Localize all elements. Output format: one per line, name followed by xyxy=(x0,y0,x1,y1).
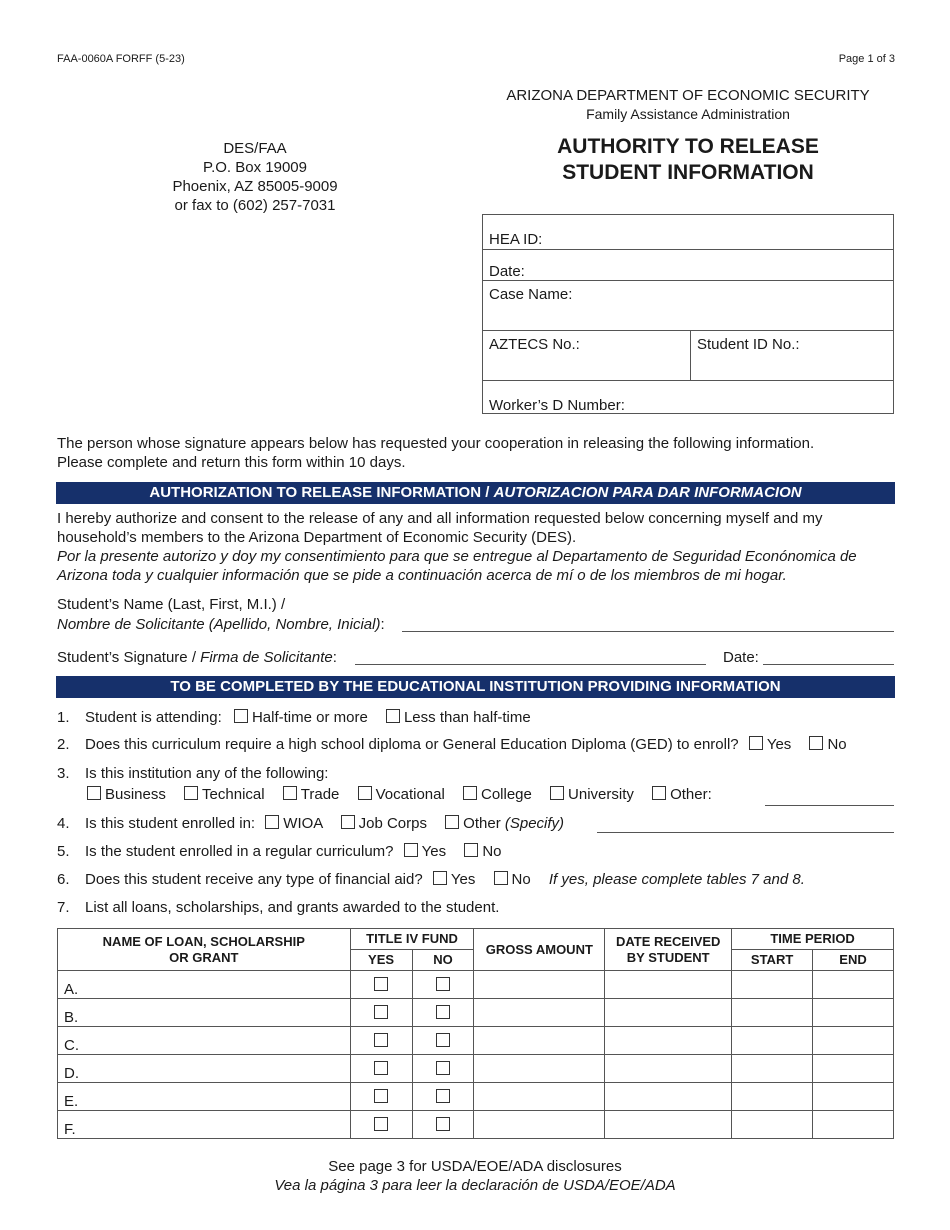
authorization-es-line2: Arizona toda y cualquier información que se pide a continuación acerca de mí o de los miembros de mi hogar. xyxy=(57,567,787,584)
trade-label: Trade xyxy=(300,786,340,803)
form-id: FAA-0060A FORFF (5-23) xyxy=(57,53,185,65)
question-7-text: List all loans, scholarships, and grants awarded to the student. xyxy=(85,899,500,916)
q2-yes-checkbox[interactable] xyxy=(749,736,763,750)
question-4-text: Is this student enrolled in: xyxy=(85,815,256,832)
financial-aid-table xyxy=(57,928,894,1139)
title-iv-yes-checkbox[interactable] xyxy=(374,1061,388,1075)
question-6-text: Does this student receive any type of financial aid? xyxy=(85,871,423,888)
aztecs-no-label: AZTECS No.: xyxy=(489,336,580,353)
question-number: 2. xyxy=(57,736,70,753)
colon: : xyxy=(380,616,385,633)
authorization-text xyxy=(57,509,857,585)
hea-id-label: HEA ID: xyxy=(489,231,543,248)
worker-number-label: Worker’s D Number: xyxy=(489,397,625,414)
signature-date-label: Date: xyxy=(723,649,759,666)
gross-amount-cell[interactable] xyxy=(474,999,605,1027)
business-label: Business xyxy=(105,786,166,803)
footer-disclosure-en: See page 3 for USDA/EOE/ADA disclosures xyxy=(328,1158,622,1175)
gross-amount-cell[interactable] xyxy=(474,1027,605,1055)
student-signature-label xyxy=(57,649,337,666)
signature-date-input[interactable] xyxy=(763,664,894,665)
other-label: Other: xyxy=(670,786,712,803)
date-received-cell[interactable] xyxy=(605,1055,732,1083)
student-id-label: Student ID No.: xyxy=(697,336,800,353)
other-program-label: Other xyxy=(463,815,501,832)
question-5-text: Is the student enrolled in a regular curriculum? xyxy=(85,843,394,860)
student-name-label xyxy=(57,616,385,633)
date-label: Date: xyxy=(489,263,525,280)
divider xyxy=(483,249,893,250)
gross-amount-cell[interactable] xyxy=(474,1111,605,1139)
vocational-label: Vocational xyxy=(375,786,445,803)
question-number: 3. xyxy=(57,765,70,782)
form-title xyxy=(482,134,894,186)
wioa-label: WIOA xyxy=(283,815,323,832)
row-label[interactable]: C. xyxy=(58,1027,351,1055)
row-label[interactable]: A. xyxy=(58,971,351,999)
less-than-half-time-checkbox[interactable] xyxy=(386,709,400,723)
mailing-line2: P.O. Box 19009 xyxy=(203,159,307,176)
question-number: 6. xyxy=(57,871,70,888)
authorization-header-es: AUTORIZACION PARA DAR INFORMACION xyxy=(493,484,802,501)
title-iv-yes-checkbox[interactable] xyxy=(374,1005,388,1019)
q2-no-checkbox[interactable] xyxy=(809,736,823,750)
mailing-address xyxy=(140,139,370,215)
question-5 xyxy=(57,843,502,860)
row-label[interactable]: F. xyxy=(58,1111,351,1139)
trade-checkbox[interactable] xyxy=(283,786,297,800)
authorization-header-en: AUTHORIZATION TO RELEASE INFORMATION / xyxy=(149,484,494,501)
divider xyxy=(690,330,691,380)
other-institution-input[interactable] xyxy=(765,805,894,806)
intro-text xyxy=(57,434,814,472)
q5-no-checkbox[interactable] xyxy=(464,843,478,857)
divider xyxy=(483,380,893,381)
q6-yes-label: Yes xyxy=(450,871,476,888)
date-received-cell[interactable] xyxy=(605,1027,732,1055)
col-gross-header: GROSS AMOUNT xyxy=(474,929,605,971)
start-cell[interactable] xyxy=(732,1083,813,1111)
col-yes-header: YES xyxy=(350,950,412,971)
question-3 xyxy=(57,765,328,782)
col-title-iv-header: TITLE IV FUND xyxy=(350,929,474,950)
student-name-label-en: Student’s Name (Last, First, M.I.) / xyxy=(57,596,286,613)
col-date-line1: DATE RECEIVED xyxy=(615,933,721,949)
question-3-options xyxy=(87,786,712,803)
q2-yes-label: Yes xyxy=(766,736,792,753)
start-cell[interactable] xyxy=(732,971,813,999)
colon: : xyxy=(332,649,337,666)
q2-no-label: No xyxy=(827,736,847,753)
question-6 xyxy=(57,871,805,888)
mailing-line4: or fax to (602) 257-7031 xyxy=(174,197,336,214)
date-received-cell[interactable] xyxy=(605,971,732,999)
table-row xyxy=(58,1027,894,1055)
question-number: 5. xyxy=(57,843,70,860)
question-1 xyxy=(57,709,531,726)
title-iv-no-checkbox[interactable] xyxy=(436,977,450,991)
footer-disclosure-es: Vea la página 3 para leer la declaración de USDA/EOE/ADA xyxy=(274,1177,676,1194)
college-label: College xyxy=(480,786,532,803)
student-name-input[interactable] xyxy=(402,631,894,632)
other-program-input[interactable] xyxy=(597,832,894,833)
case-name-label: Case Name: xyxy=(489,286,573,303)
end-cell[interactable] xyxy=(813,1055,894,1083)
q6-yes-checkbox[interactable] xyxy=(433,871,447,885)
question-number: 1. xyxy=(57,709,70,726)
business-checkbox[interactable] xyxy=(87,786,101,800)
table-row xyxy=(58,999,894,1027)
question-number: 4. xyxy=(57,815,70,832)
row-label[interactable]: D. xyxy=(58,1055,351,1083)
question-1-text: Student is attending: xyxy=(85,709,222,726)
table-row xyxy=(58,1083,894,1111)
title-iv-no-checkbox[interactable] xyxy=(436,1005,450,1019)
end-cell[interactable] xyxy=(813,1027,894,1055)
col-start-header: START xyxy=(732,950,813,971)
title-iv-yes-checkbox[interactable] xyxy=(374,1117,388,1131)
gross-amount-cell[interactable] xyxy=(474,971,605,999)
technical-checkbox[interactable] xyxy=(184,786,198,800)
mailing-line1: DES/FAA xyxy=(223,140,287,157)
student-signature-input[interactable] xyxy=(355,664,706,665)
authorization-en-line1: I hereby authorize and consent to the release of any and all information requested below concerning myself and my xyxy=(57,510,823,527)
divider xyxy=(483,330,893,331)
title-iv-no-checkbox[interactable] xyxy=(436,1117,450,1131)
start-cell[interactable] xyxy=(732,1027,813,1055)
col-period-header: TIME PERIOD xyxy=(732,929,894,950)
start-cell[interactable] xyxy=(732,999,813,1027)
question-number: 7. xyxy=(57,899,70,916)
gross-amount-cell[interactable] xyxy=(474,1083,605,1111)
table-row xyxy=(58,1055,894,1083)
other-checkbox[interactable] xyxy=(652,786,666,800)
q5-yes-label: Yes xyxy=(421,843,447,860)
question-2-text: Does this curriculum require a high school diploma or General Education Diploma (GED) to enroll? xyxy=(85,736,739,753)
table-row xyxy=(58,971,894,999)
title-iv-yes-checkbox[interactable] xyxy=(374,977,388,991)
title-iv-no-checkbox[interactable] xyxy=(436,1033,450,1047)
student-signature-label-es: Firma de Solicitante xyxy=(200,649,333,666)
q6-note: If yes, please complete tables 7 and 8. xyxy=(548,871,805,888)
university-checkbox[interactable] xyxy=(550,786,564,800)
col-date-header xyxy=(605,929,732,971)
agency-division: Family Assistance Administration xyxy=(586,106,790,122)
form-title-line2: STUDENT INFORMATION xyxy=(562,161,814,184)
start-cell[interactable] xyxy=(732,1111,813,1139)
q6-no-label: No xyxy=(511,871,531,888)
end-cell[interactable] xyxy=(813,1083,894,1111)
less-than-half-time-label: Less than half-time xyxy=(403,709,531,726)
question-7 xyxy=(57,899,499,916)
date-received-cell[interactable] xyxy=(605,999,732,1027)
col-name-line2: OR GRANT xyxy=(169,949,239,965)
intro-line2: Please complete and return this form within 10 days. xyxy=(57,454,406,471)
title-iv-yes-checkbox[interactable] xyxy=(374,1089,388,1103)
row-label[interactable]: E. xyxy=(58,1083,351,1111)
technical-label: Technical xyxy=(202,786,265,803)
col-date-line2: BY STUDENT xyxy=(626,949,710,965)
other-program-checkbox[interactable] xyxy=(445,815,459,829)
university-label: University xyxy=(568,786,634,803)
start-cell[interactable] xyxy=(732,1055,813,1083)
job-corps-checkbox[interactable] xyxy=(341,815,355,829)
col-no-header: NO xyxy=(412,950,474,971)
page-indicator: Page 1 of 3 xyxy=(838,53,895,65)
title-iv-no-checkbox[interactable] xyxy=(436,1089,450,1103)
job-corps-label: Job Corps xyxy=(358,815,427,832)
intro-line1: The person whose signature appears below has requested your cooperation in releasing the following information. xyxy=(57,435,815,452)
q5-yes-checkbox[interactable] xyxy=(404,843,418,857)
wioa-checkbox[interactable] xyxy=(265,815,279,829)
college-checkbox[interactable] xyxy=(463,786,477,800)
student-name-label-es: Nombre de Solicitante (Apellido, Nombre, Inicial) xyxy=(57,616,381,633)
date-received-cell[interactable] xyxy=(605,1111,732,1139)
col-name-header xyxy=(58,929,351,971)
specify-label: (Specify) xyxy=(504,815,565,832)
title-iv-yes-checkbox[interactable] xyxy=(374,1033,388,1047)
col-name-line1: NAME OF LOAN, SCHOLARSHIP xyxy=(102,933,305,949)
student-signature-label-en: Student’s Signature / xyxy=(57,649,201,666)
authorization-es-line1: Por la presente autorizo y doy my consentimiento para que se entregue al Departamento de Seguridad Econónomica de xyxy=(57,548,857,565)
office-info-box xyxy=(482,214,894,414)
q5-no-label: No xyxy=(482,843,502,860)
authorization-en-line2: household’s members to the Arizona Department of Economic Security (DES). xyxy=(57,529,577,546)
authorization-header xyxy=(56,482,895,504)
institution-header: TO BE COMPLETED BY THE EDUCATIONAL INSTITUTION PROVIDING INFORMATION xyxy=(56,676,895,698)
form-title-line1: AUTHORITY TO RELEASE xyxy=(557,135,819,158)
table-row xyxy=(58,1111,894,1139)
date-received-cell[interactable] xyxy=(605,1083,732,1111)
question-3-text: Is this institution any of the following: xyxy=(85,765,329,782)
question-4 xyxy=(57,815,564,832)
half-time-checkbox[interactable] xyxy=(234,709,248,723)
vocational-checkbox[interactable] xyxy=(358,786,372,800)
end-cell[interactable] xyxy=(813,1111,894,1139)
mailing-line3: Phoenix, AZ 85005-9009 xyxy=(172,178,338,195)
agency-department: ARIZONA DEPARTMENT OF ECONOMIC SECURITY xyxy=(506,87,870,104)
end-cell[interactable] xyxy=(813,999,894,1027)
end-cell[interactable] xyxy=(813,971,894,999)
q6-no-checkbox[interactable] xyxy=(494,871,508,885)
question-2 xyxy=(57,736,847,753)
gross-amount-cell[interactable] xyxy=(474,1055,605,1083)
row-label[interactable]: B. xyxy=(58,999,351,1027)
divider xyxy=(483,280,893,281)
title-iv-no-checkbox[interactable] xyxy=(436,1061,450,1075)
half-time-label: Half-time or more xyxy=(251,709,368,726)
col-end-header: END xyxy=(813,950,894,971)
